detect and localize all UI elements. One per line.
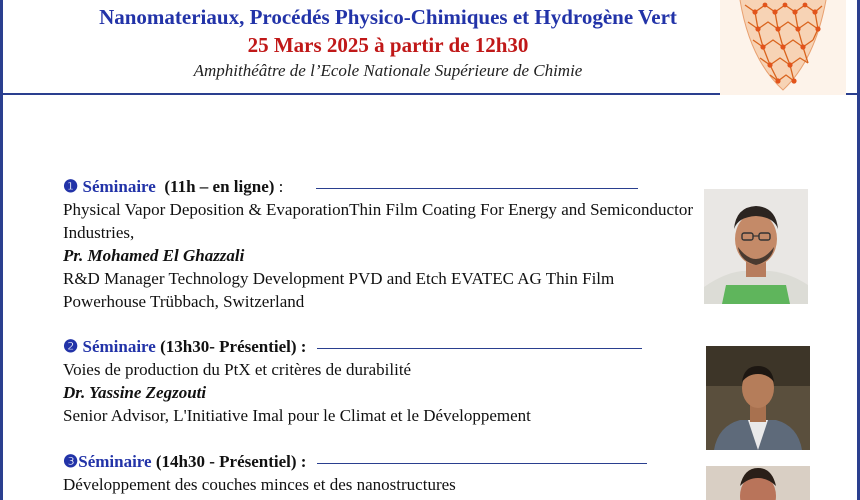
seminar-3-heading	[63, 450, 693, 473]
seminar-2-rule	[317, 348, 642, 349]
seminar-1-heading	[63, 175, 693, 198]
seminar-1-affiliation: R&D Manager Technology Development PVD and Etch EVATEC AG Thin Film Powerhouse Trübbach, Switzerland	[63, 269, 615, 311]
seminar-2-number: ❷	[63, 337, 79, 356]
seminar-1-number: ❶	[63, 177, 79, 196]
seminar-3-title: Développement des couches minces et des nanostructures	[63, 475, 456, 494]
seminar-3-number: ❸	[63, 452, 79, 471]
seminar-1-speaker: Pr. Mohamed El Ghazzali	[63, 246, 245, 265]
seminar-3-time: (14h30 - Présentiel) :	[155, 452, 307, 471]
seminar-1-rule	[316, 188, 638, 189]
speaker-2-photo	[706, 346, 810, 450]
seminar-1-separator: :	[278, 177, 284, 196]
event-subtitle: Nanomateriaux, Procédés Physico-Chimiques et Hydrogène Vert	[99, 5, 677, 29]
seminar-1-time: (11h – en ligne)	[164, 177, 275, 196]
seminar-1	[63, 175, 693, 313]
seminar-3-rule	[317, 463, 647, 464]
seminar-3-label: Séminaire	[78, 452, 152, 471]
speaker-3-photo	[706, 466, 810, 500]
seminar-1-title: Physical Vapor Deposition & EvaporationThin Film Coating For Energy and Semiconductor Industries,	[63, 200, 693, 242]
seminar-2-speaker: Dr. Yassine Zegzouti	[63, 383, 207, 402]
event-date: 25 Mars 2025 à partir de 12h30	[247, 33, 529, 57]
seminar-2-affiliation: Senior Advisor, L'Initiative Imal pour le Climat et le Développement	[63, 406, 531, 425]
nanotube-illustration	[720, 0, 846, 95]
event-venue: Amphithéâtre de l’Ecole Nationale Supérieure de Chimie	[193, 61, 583, 80]
seminar-2-title: Voies de production du PtX et critères de durabilité	[63, 360, 412, 379]
seminar-2	[63, 335, 693, 427]
seminar-2-heading	[63, 335, 693, 358]
speaker-1-photo	[704, 189, 808, 304]
seminar-2-time: (13h30- Présentiel) :	[160, 337, 307, 356]
seminar-2-label: Séminaire	[82, 337, 156, 356]
seminar-3	[63, 450, 693, 496]
seminar-1-label: Séminaire	[82, 177, 156, 196]
